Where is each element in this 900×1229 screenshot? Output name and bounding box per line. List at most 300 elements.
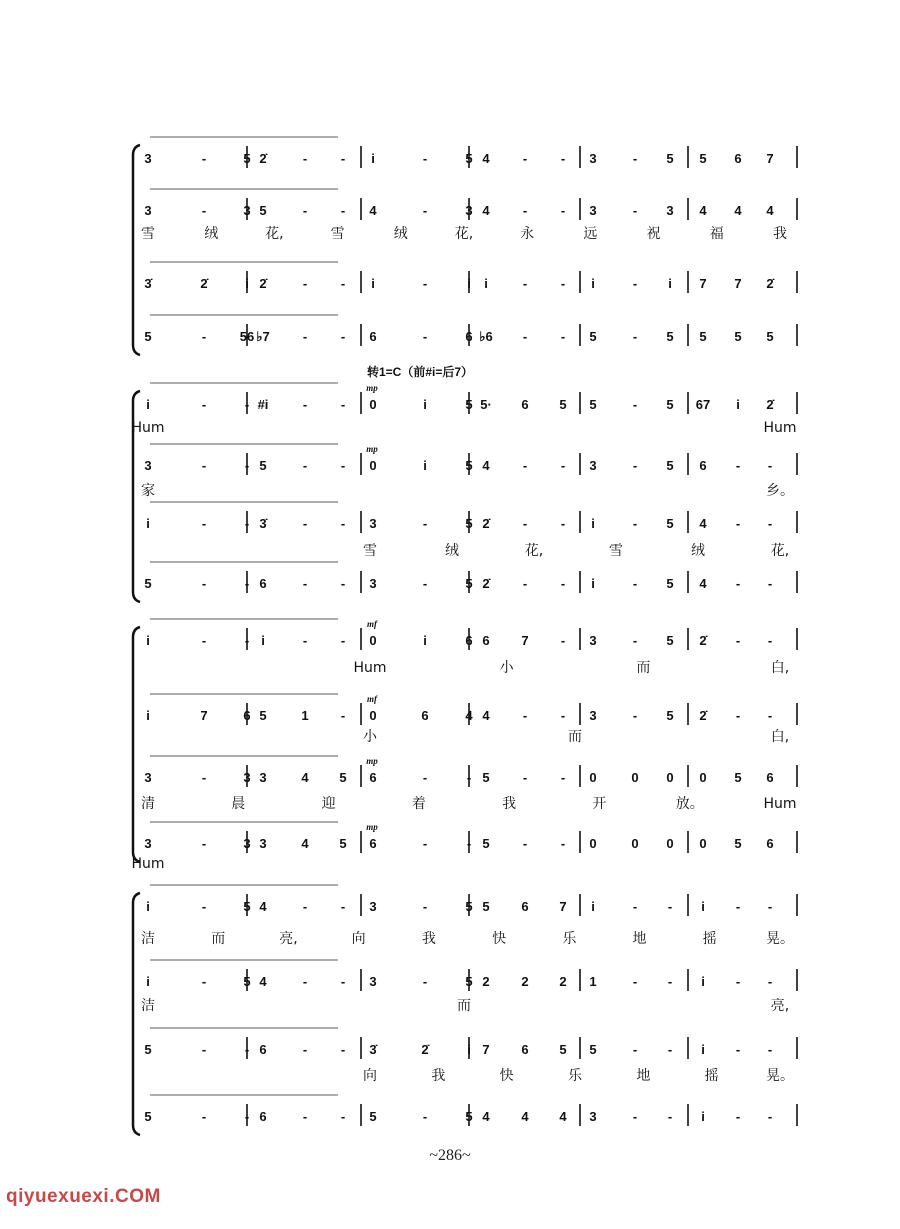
note: i	[371, 276, 375, 291]
note-dash: -	[302, 576, 308, 591]
lyric: 乐	[562, 931, 577, 947]
note-dash: -	[632, 974, 638, 989]
note-dash: -	[422, 899, 428, 914]
note: 5	[589, 1042, 597, 1057]
note: 5	[144, 1109, 152, 1124]
note: 7	[200, 708, 208, 723]
note: 6	[521, 397, 529, 412]
note-dash: -	[735, 1109, 741, 1124]
note: i	[245, 276, 249, 291]
note: 3	[369, 974, 377, 989]
note: i	[146, 516, 150, 531]
note: 5	[465, 397, 473, 412]
note: 4	[699, 203, 707, 218]
note: i	[701, 1109, 705, 1124]
note: 6	[369, 836, 377, 851]
note: 5·	[480, 397, 492, 412]
note-dash: -	[201, 329, 207, 344]
lyric: 花,	[265, 226, 284, 242]
lyric: 远	[583, 226, 598, 242]
lyric: 晃。	[766, 1068, 794, 1084]
note: 4	[301, 770, 309, 785]
note-dash: -	[735, 899, 741, 914]
lyric: 花,	[770, 543, 790, 559]
note: i	[146, 633, 150, 648]
note: 2̇	[699, 708, 707, 723]
note-dash: -	[340, 1042, 346, 1057]
note: 1	[301, 708, 309, 723]
lyric: 摇	[704, 1068, 719, 1084]
note-dash: -	[340, 899, 346, 914]
note: 0	[631, 770, 639, 785]
system-bracket	[133, 893, 140, 1135]
note: 2̇	[259, 276, 267, 291]
note: 0	[699, 770, 707, 785]
note: 6	[259, 576, 267, 591]
note-dash: -	[632, 633, 638, 648]
note-dash: -	[667, 1109, 673, 1124]
note-dash: -	[422, 151, 428, 166]
note: 7	[699, 276, 707, 291]
note: i	[371, 151, 375, 166]
note-dash: -	[302, 329, 308, 344]
note: 3	[144, 151, 152, 166]
note: 5	[482, 770, 490, 785]
note-dash: -	[767, 516, 773, 531]
note: 6	[259, 1109, 267, 1124]
lyric: 开	[592, 796, 607, 812]
note-dash: -	[302, 516, 308, 531]
note-dash: -	[302, 974, 308, 989]
note: i	[591, 276, 595, 291]
note: 5	[559, 1042, 567, 1057]
note-dash: -	[667, 899, 673, 914]
note-dash: -	[767, 899, 773, 914]
dynamic-marking: mp	[366, 383, 378, 393]
note: 3	[589, 203, 597, 218]
note: 4	[259, 974, 267, 989]
note-dash: -	[422, 770, 428, 785]
dynamic-marking: mf	[367, 619, 377, 629]
lyric: 绒	[204, 226, 219, 242]
note: i	[701, 899, 705, 914]
lyric: 着	[411, 796, 426, 812]
note: 5	[734, 770, 742, 785]
note: i	[591, 576, 595, 591]
note: 3	[369, 576, 377, 591]
note: i	[423, 458, 427, 473]
lyric: Hum	[131, 420, 165, 436]
lyric: 雪	[330, 226, 345, 242]
note-dash: -	[522, 836, 528, 851]
note-dash: -	[244, 633, 250, 648]
note-dash: -	[201, 899, 207, 914]
note-dash: -	[466, 836, 472, 851]
note: 0	[369, 708, 377, 723]
note: 4	[482, 708, 490, 723]
note: 5	[465, 899, 473, 914]
lyric: 乐	[568, 1068, 582, 1084]
note-dash: -	[340, 458, 346, 473]
note-dash: -	[340, 974, 346, 989]
note-dash: -	[632, 329, 638, 344]
lyric: 向	[363, 1068, 377, 1084]
note: 4	[734, 203, 742, 218]
note: 4	[699, 516, 707, 531]
lyric: 迎	[321, 796, 336, 812]
note-dash: -	[302, 151, 308, 166]
note-dash: -	[302, 633, 308, 648]
lyric: 晨	[231, 796, 246, 812]
note-dash: -	[767, 708, 773, 723]
lyric: 绒	[445, 543, 459, 559]
lyric: 而	[636, 660, 651, 676]
note: i	[423, 633, 427, 648]
note-dash: -	[667, 974, 673, 989]
note: 67	[695, 397, 711, 412]
note: 7	[521, 633, 529, 648]
key-change-label: 转1=C（前#i=后7）	[366, 365, 474, 379]
note: 4	[559, 1109, 567, 1124]
note-dash: -	[632, 397, 638, 412]
note-dash: -	[340, 576, 346, 591]
lyric: 花,	[454, 226, 474, 242]
note: 5	[589, 329, 597, 344]
note-dash: -	[735, 516, 741, 531]
note: 7	[734, 276, 742, 291]
lyric: 而	[457, 998, 471, 1014]
note: 0	[699, 836, 707, 851]
note-dash: -	[201, 151, 207, 166]
lyric: 洁	[141, 998, 155, 1014]
lyric: 我	[502, 796, 517, 812]
watermark-logo: qiyuexuexi.COM	[6, 1186, 161, 1207]
note: 5	[666, 151, 674, 166]
dynamic-marking: mp	[366, 756, 378, 766]
note-dash: -	[244, 516, 250, 531]
note: i	[467, 276, 471, 291]
note-dash: -	[422, 576, 428, 591]
note-dash: -	[767, 1109, 773, 1124]
note: #i	[257, 397, 269, 412]
note-dash: -	[632, 576, 638, 591]
note-dash: -	[244, 397, 250, 412]
note-dash: -	[522, 151, 528, 166]
lyric: 地	[636, 1068, 651, 1084]
note: 5	[369, 1109, 377, 1124]
lyric: 乡。	[766, 483, 794, 499]
note: 4	[482, 151, 490, 166]
lyric: 绒	[691, 543, 705, 559]
dynamic-marking: mf	[367, 694, 377, 704]
note: 2	[559, 974, 567, 989]
note: 4	[465, 708, 473, 723]
lyric: 祝	[646, 226, 661, 242]
dynamic-marking: mp	[366, 822, 378, 832]
note: i	[146, 708, 150, 723]
note-dash: -	[340, 633, 346, 648]
note-dash: -	[667, 1042, 673, 1057]
note: 5	[666, 708, 674, 723]
note-dash: -	[201, 1042, 207, 1057]
note-dash: -	[422, 516, 428, 531]
lyric: 亮,	[770, 998, 790, 1014]
note: 6	[465, 329, 473, 344]
note: 5	[734, 836, 742, 851]
note-dash: -	[422, 329, 428, 344]
note-dash: -	[302, 203, 308, 218]
note: 6	[766, 770, 774, 785]
note: 3	[666, 203, 674, 218]
note: 0	[631, 836, 639, 851]
note: 0	[666, 770, 674, 785]
note: 6	[766, 836, 774, 851]
note: 3̇	[144, 276, 152, 291]
note: 2̇	[699, 633, 707, 648]
lyric: 小	[499, 660, 514, 676]
note-dash: -	[632, 516, 638, 531]
lyric: 放。	[675, 796, 704, 812]
note: 2̇	[421, 1042, 429, 1057]
note: 4	[482, 1109, 490, 1124]
note-dash: -	[302, 1109, 308, 1124]
note: 5	[259, 708, 267, 723]
lyric: 我	[431, 1068, 446, 1084]
note-dash: -	[560, 151, 566, 166]
note: 6	[243, 708, 251, 723]
lyric: 家	[141, 483, 155, 499]
note-dash: -	[560, 458, 566, 473]
note-dash: -	[201, 397, 207, 412]
note-dash: -	[201, 576, 207, 591]
note: i	[484, 276, 488, 291]
lyric: 我	[773, 226, 787, 242]
lyric: 地	[632, 931, 647, 947]
note-dash: -	[632, 708, 638, 723]
note: i	[146, 974, 150, 989]
lyric: 晃。	[766, 931, 794, 947]
note: 5	[465, 576, 473, 591]
note: 0	[666, 836, 674, 851]
note: 56	[239, 329, 255, 344]
lyric: 快	[499, 1068, 514, 1084]
note: 2̇	[482, 576, 490, 591]
lyric: 快	[492, 931, 507, 947]
note: 5	[482, 836, 490, 851]
lyric: 白,	[770, 660, 790, 676]
note: 3	[369, 899, 377, 914]
note-dash: -	[340, 276, 346, 291]
note: 5	[465, 458, 473, 473]
note: 5	[559, 397, 567, 412]
note: i	[146, 397, 150, 412]
note: 3	[144, 458, 152, 473]
note: 6	[482, 633, 490, 648]
lyric: 而	[568, 729, 582, 745]
note: 7	[559, 899, 567, 914]
note-dash: -	[632, 899, 638, 914]
note: 2̇	[482, 516, 490, 531]
note: 4	[369, 203, 377, 218]
note: 4	[259, 899, 267, 914]
note: 0	[589, 836, 597, 851]
note-dash: -	[522, 770, 528, 785]
note: 6	[465, 633, 473, 648]
lyric: 亮,	[279, 931, 298, 947]
note-dash: -	[201, 516, 207, 531]
lyric: 小	[363, 729, 377, 745]
note: i	[701, 1042, 705, 1057]
note-dash: -	[560, 203, 566, 218]
note: i	[668, 276, 672, 291]
note-dash: -	[244, 1109, 250, 1124]
note: 3	[369, 516, 377, 531]
note-dash: -	[340, 329, 346, 344]
note-dash: -	[422, 203, 428, 218]
lyric: 雪	[363, 543, 377, 559]
note-dash: -	[244, 458, 250, 473]
note: 5	[666, 458, 674, 473]
note: 5	[243, 151, 251, 166]
note-dash: -	[201, 1109, 207, 1124]
note-dash: -	[466, 770, 472, 785]
note: ♭6	[479, 329, 493, 344]
note: 2	[521, 974, 529, 989]
note: i	[591, 516, 595, 531]
note: 2̇	[200, 276, 208, 291]
lyric: 雪	[609, 543, 623, 559]
note-dash: -	[340, 1109, 346, 1124]
note-dash: -	[560, 836, 566, 851]
note: i	[467, 1042, 471, 1057]
note: 5	[144, 576, 152, 591]
note: i	[146, 899, 150, 914]
note: 5	[699, 329, 707, 344]
note-dash: -	[302, 458, 308, 473]
note: 3	[144, 836, 152, 851]
note: 4	[301, 836, 309, 851]
lyric: 而	[211, 931, 226, 947]
note: 5	[339, 836, 347, 851]
note: 3	[589, 708, 597, 723]
note: 0	[369, 397, 377, 412]
note: 3̇	[259, 516, 267, 531]
note-dash: -	[340, 151, 346, 166]
note: 5	[465, 1109, 473, 1124]
note: 5	[734, 329, 742, 344]
note-dash: -	[522, 576, 528, 591]
note: ♭7	[256, 329, 270, 344]
note: 0	[369, 458, 377, 473]
note-dash: -	[735, 708, 741, 723]
note-dash: -	[560, 329, 566, 344]
note: 6	[521, 899, 529, 914]
note: 5	[589, 397, 597, 412]
note-dash: -	[735, 576, 741, 591]
note-dash: -	[340, 708, 346, 723]
note: 5	[144, 1042, 152, 1057]
note: 5	[699, 151, 707, 166]
note-dash: -	[201, 974, 207, 989]
note-dash: -	[767, 576, 773, 591]
note-dash: -	[767, 974, 773, 989]
note: 3	[144, 770, 152, 785]
note: 5	[482, 899, 490, 914]
note: 3	[589, 1109, 597, 1124]
note-dash: -	[201, 770, 207, 785]
note: 2̇	[766, 276, 774, 291]
note: 5	[259, 458, 267, 473]
lyric: 雪	[141, 226, 155, 242]
note: 3	[589, 151, 597, 166]
note-dash: -	[560, 770, 566, 785]
lyric: 洁	[141, 931, 155, 947]
note-dash: -	[767, 633, 773, 648]
lyric: 花,	[524, 543, 544, 559]
note-dash: -	[201, 203, 207, 218]
note: 3	[243, 770, 251, 785]
note-dash: -	[302, 397, 308, 412]
note-dash: -	[522, 516, 528, 531]
note-dash: -	[522, 276, 528, 291]
note-dash: -	[735, 458, 741, 473]
note: 0	[369, 633, 377, 648]
note-dash: -	[560, 576, 566, 591]
lyric: 绒	[393, 226, 408, 242]
note: 6	[421, 708, 429, 723]
note-dash: -	[422, 974, 428, 989]
lyric: 摇	[702, 931, 717, 947]
note: 2	[482, 974, 490, 989]
note: 3	[589, 458, 597, 473]
lyric: 我	[421, 931, 436, 947]
note: i	[591, 899, 595, 914]
note-dash: -	[244, 1042, 250, 1057]
note: 7	[482, 1042, 490, 1057]
note: i	[701, 974, 705, 989]
note: 5	[666, 516, 674, 531]
note-dash: -	[632, 151, 638, 166]
note: 5	[465, 974, 473, 989]
lyric: 清	[141, 796, 155, 812]
lyric: 福	[709, 226, 724, 242]
note: 5	[465, 151, 473, 166]
note: 6	[369, 329, 377, 344]
note: 5	[339, 770, 347, 785]
note-dash: -	[560, 516, 566, 531]
note: 4	[521, 1109, 529, 1124]
note-dash: -	[632, 276, 638, 291]
note-dash: -	[422, 836, 428, 851]
note-dash: -	[244, 576, 250, 591]
note-dash: -	[560, 708, 566, 723]
note-dash: -	[560, 633, 566, 648]
note: 6	[369, 770, 377, 785]
note: 3	[144, 203, 152, 218]
note: 7	[766, 151, 774, 166]
note-dash: -	[422, 1109, 428, 1124]
note: 3	[243, 203, 251, 218]
system-bracket	[133, 627, 140, 862]
note: 3	[259, 770, 267, 785]
note-dash: -	[201, 458, 207, 473]
note: 5	[144, 329, 152, 344]
note-dash: -	[340, 203, 346, 218]
note: 5	[666, 633, 674, 648]
note-dash: -	[767, 458, 773, 473]
lyric: 向	[351, 931, 366, 947]
note-dash: -	[302, 276, 308, 291]
